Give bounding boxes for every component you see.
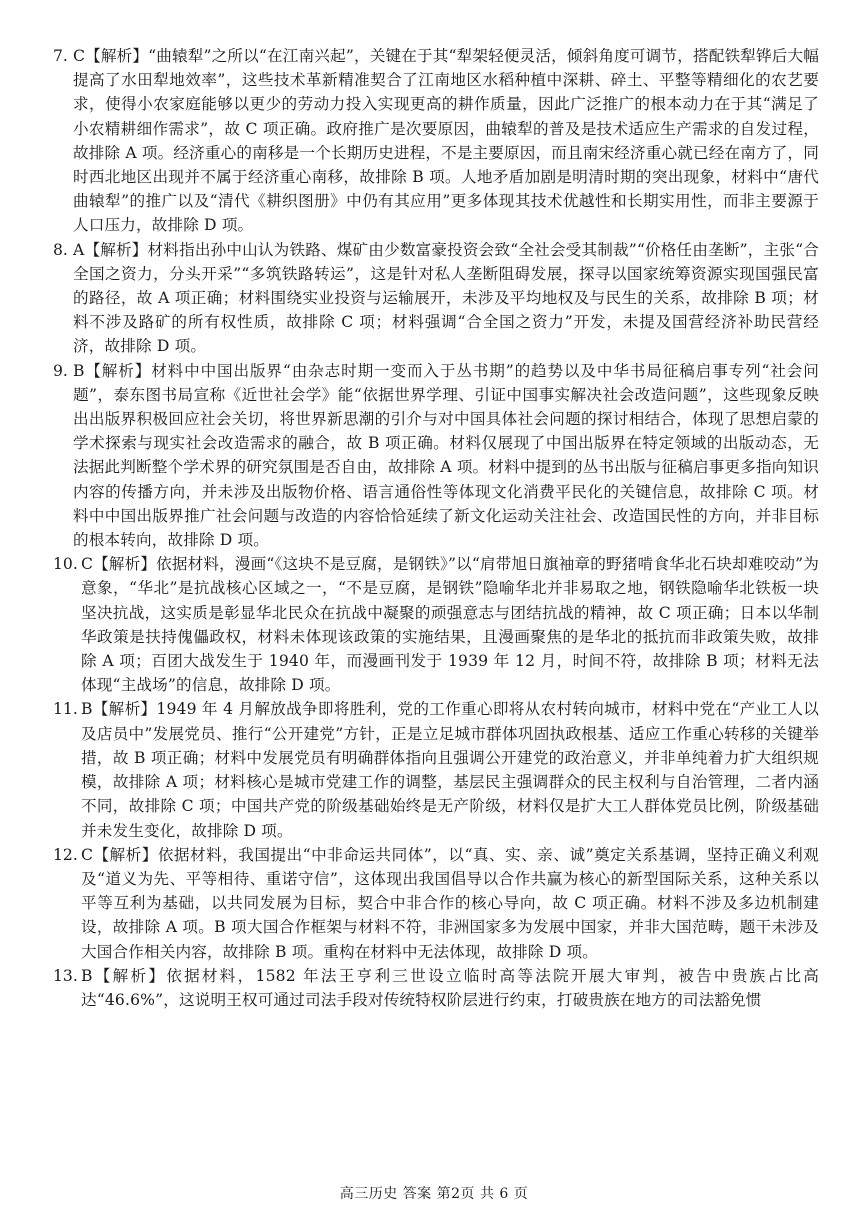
analysis-tag: 【解析】 [93, 555, 157, 574]
item-body [81, 843, 819, 964]
item-body [73, 238, 819, 359]
answer-item-11 [53, 697, 819, 842]
answer-item-10 [53, 552, 819, 697]
answer-item-7 [53, 44, 819, 238]
item-text: 依据材料，1582 年法王亨利三世设立临时高等法院开展大审判，被告中贵族占比高达“46.6%”，这说明王权可通过司法手段对传统特权阶层进行约束，打破贵族在地方的司法豁免惯 [81, 966, 819, 1009]
item-body [73, 359, 819, 553]
item-text: 材料中中国出版界“由杂志时期一变而入于丛书期”的趋势以及中华书局征稿启事专列“社会问题”，泰东图书局宣称《近世社会学》能“依据世界学理、引证中国事实解决社会改造问题”，这些现象反映出出版界积极回应社会关切，将世界新思潮的引介与对中国具体社会问题的探讨相结合，体现了思想启蒙的学术探索与现实社会改造需求的融合，故 B 项正确。材料仅展现了中国出版界在特定领域的出版动态，无法据此判断整个学术界的研究氛围是否自由，故排除 A 项。材料中提到的丛书出版与征稿启事更多指向知识内容的传播方向，并未涉及出版物价格、语言通俗性等体现文化消费平民化的关键信息，故排除 C 项。材料中中国出版界推广社会问题与改造的内容恰恰延续了新文化运动关注社会、改造国民性的方向，并非目标的根本转向，故排除 D 项。 [73, 361, 820, 550]
item-answer: C [81, 845, 94, 864]
analysis-tag: 【解析】 [93, 845, 158, 864]
item-number: 8. [53, 240, 68, 259]
answer-item-9 [53, 359, 819, 553]
item-answer: C [81, 555, 94, 574]
analysis-tag: 【解析】 [84, 240, 148, 259]
analysis-tag: 【解析】 [92, 966, 167, 985]
item-text: 依据材料，我国提出“中非命运共同体”，以“真、实、亲、诚”奠定关系基调，坚持正确义利观及“道义为先、平等相待、重诺守信”，这体现出我国倡导以合作共赢为核心的新型国际关系，这种关系以平等互利为基础，以共同发展为目标，契合中非合作的核心导向，故 C 项正确。材料不涉及多边机制建设，故排除 A 项。B 项大国合作框架与材料不符，非洲国家多为发展中国家，并非大国范畴，题干未涉及大国合作相关内容，故排除 B 项。重构在材料中无法体现，故排除 D 项。 [81, 845, 819, 961]
analysis-tag: 【解析】 [85, 47, 149, 65]
item-body [81, 964, 819, 1012]
item-number: 11. [53, 700, 78, 719]
item-text: 1949 年 4 月解放战争即将胜利，党的工作重心即将从农村转向城市，材料中党在“产业工人以及店员中”发展党员、推行“公开建党”方针，正是立足城市群体巩固执政根基、适应工作重心转移的关键举措，故 B 项正确；材料中发展党员有明确群体指向且强调公开建党的政治意义，并非单纯着力扩大组织规模，故排除 A 项；材料核心是城市党建工作的调整，基层民主强调群众的民主权利与自治管理，二者内涵不同，故排除 C 项；中国共产党的阶级基础始终是无产阶级，材料仅是扩大工人群体党员比例，阶级基础并未发生变化，故排除 D 项。 [81, 700, 819, 840]
item-answer: B [81, 700, 93, 719]
item-number: 7. [53, 47, 68, 65]
item-text: “曲辕犁”之所以“在江南兴起”，关键在于其“犁架轻便灵活，倾斜角度可调节，搭配铁犁铧后大幅提高了水田犁地效率”，这些技术革新精准契合了江南地区水稻种植中深耕、碎土、平整等精细化的农艺要求，使得小农家庭能够以更少的劳动力投入实现更高的耕作质量，因此广泛推广的根本动力在于其“满足了小农精耕细作需求”，故 C 项正确。政府推广是次要原因，曲辕犁的普及是技术适应生产需求的自发过程，故排除 A 项。经济重心的南移是一个长期历史进程，不是主要原因，而且南宋经济重心就已经在南方了，同时西北地区出现并不属于经济重心南移，故排除 B 项。人地矛盾加剧是明清时期的突出现象，材料中“唐代曲辕犁”的推广以及“清代《耕织图册》中仍有其应用”更多体现其技术优越性和长期实用性，而非主要源于人口压力，故排除 D 项。 [73, 47, 819, 235]
item-answer: A [73, 240, 85, 259]
item-body [81, 697, 819, 842]
item-number: 12. [53, 845, 78, 864]
item-number: 13. [53, 966, 78, 985]
item-answer: B [73, 361, 85, 380]
analysis-tag: 【解析】 [92, 700, 157, 719]
answer-item-8 [53, 238, 819, 359]
item-text: 依据材料，漫画“《这块不是豆腐，是钢铁》”以“肩带旭日旗袖章的野猪啃食华北石块却难咬动”为意象，“华北”是抗战核心区域之一，“不是豆腐，是钢铁”隐喻华北并非易取之地，钢铁隐喻华北铁板一块坚决抗战，这实质是彰显华北民众在抗战中凝聚的顽强意志与团结抗战的精神，故 C 项正确；日本以华制华政策是扶持傀儡政权，材料未体现该政策的实施结果，且漫画聚焦的是华北的抵抗而非政策失败，故排除 A 项；百团大战发生于 1940 年，而漫画刊发于 1939 年 12 月，时间不符，故排除 B 项；材料无法体现“主战场”的信息，故排除 D 项。 [81, 555, 819, 695]
answer-item-13 [53, 964, 819, 1012]
item-answer: C [73, 47, 86, 65]
item-number: 10. [53, 555, 78, 574]
page-footer: 高三历史 答案 第2页 共 6 页 [339, 1186, 529, 1202]
item-number: 9. [53, 361, 68, 380]
answer-page [53, 44, 819, 1012]
answer-item-12 [53, 843, 819, 964]
item-body [73, 44, 819, 238]
item-text: 材料指出孙中山认为铁路、煤矿由少数富豪投资会致“全社会受其制裁”“价格任由垄断”，主张“合全国之资力，分头开采”“多筑铁路转运”，这是针对私人垄断阻碍发展，探寻以国家统筹资源实现国强民富的路径，故 A 项正确；材料围绕实业投资与运输展开，未涉及平均地权及与民生的关系，故排除 B 项；材料不涉及路矿的所有权性质，故排除 C 项；材料强调“合全国之资力”开发，未提及国营经济补助民营经济，故排除 D 项。 [73, 240, 819, 356]
item-answer: B [81, 966, 93, 985]
analysis-tag: 【解析】 [84, 361, 152, 380]
item-body [81, 552, 819, 697]
